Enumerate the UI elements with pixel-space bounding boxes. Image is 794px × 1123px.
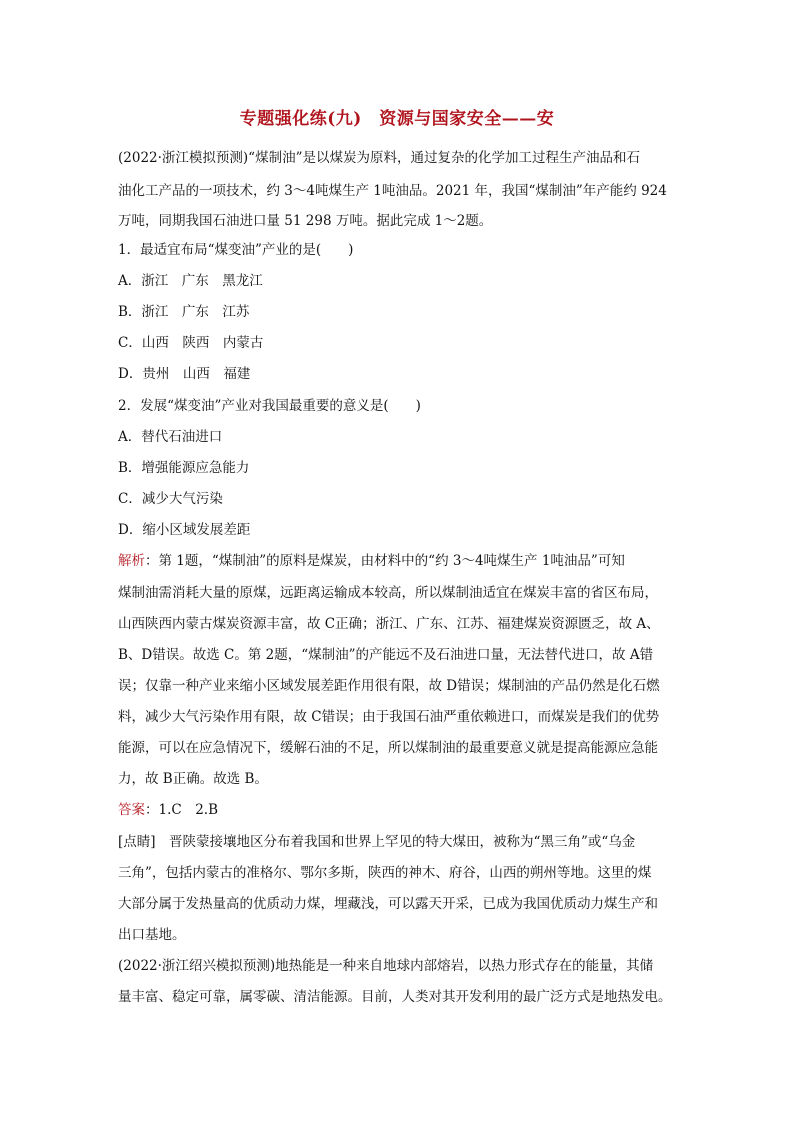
analysis-line-7: 能源，可以在应急情况下，缓解石油的不足，所以煤制油的最重要意义就是提高能源应急能 bbox=[118, 740, 658, 756]
tip-label: [点睛] bbox=[118, 834, 156, 850]
question-1-option-a: A．浙江 广东 黑龙江 bbox=[118, 273, 263, 289]
analysis-line-5: 误；仅靠一种产业来缩小区域发展差距作用很有限，故 D错误；煤制油的产品仍然是化石燃 bbox=[118, 678, 660, 694]
answer-label: 答案 bbox=[118, 802, 145, 818]
intro1-line-3: 万吨，同期我国石油进口量 51 298 万吨。据此完成 1～2题。 bbox=[118, 213, 493, 229]
question-2-option-b: B．增强能源应急能力 bbox=[118, 460, 250, 476]
analysis-line-4: B、D错误。故选 C。第 2题，“煤制油”的产能远不及石油进口量，无法替代进口，故 A错 bbox=[118, 647, 654, 663]
analysis-first-text: ：第 1题，“煤制油”的原料是煤炭，由材料中的“约 3～4吨煤生产 1吨油品”可知 bbox=[145, 553, 625, 569]
tip-line-3: 大部分属于发热量高的优质动力煤，埋藏浅，可以露天开采，已成为我国优质动力煤生产和 bbox=[118, 896, 658, 912]
answer-value: ：1.C 2.B bbox=[145, 802, 219, 818]
question-2-option-c: C．减少大气污染 bbox=[118, 491, 223, 507]
analysis-line-3: 山西陕西内蒙古煤炭资源丰富，故 C正确；浙江、广东、江苏、福建煤炭资源匮乏，故 A、 bbox=[118, 616, 660, 632]
analysis-line-8: 力，故 B正确。故选 B。 bbox=[118, 771, 268, 787]
intro1-line-1: (2022·浙江模拟预测)“煤制油”是以煤炭为原料，通过复杂的化学加工过程生产油品和石 bbox=[118, 150, 640, 166]
question-1-option-d: D．贵州 山西 福建 bbox=[118, 366, 251, 382]
analysis-line-6: 料，减少大气污染作用有限，故 C错误；由于我国石油严重依赖进口，而煤炭是我们的优势 bbox=[118, 709, 660, 725]
intro1-line-2: 油化工产品的一项技术，约 3～4吨煤生产 1吨油品。2021 年，我国“煤制油”年产能约 924 bbox=[118, 183, 667, 199]
question-1-stem: 1．最适宜布局“煤变油”产业的是( ) bbox=[118, 242, 354, 258]
analysis-line-2: 煤制油需消耗大量的原煤，远距离运输成本较高，所以煤制油适宜在煤炭丰富的省区布局， bbox=[118, 585, 658, 601]
analysis-label: 解析 bbox=[118, 553, 145, 569]
intro2-line-2: 量丰富、稳定可靠，属零碳、清洁能源。目前，人类对其开发利用的最广泛方式是地热发电。 bbox=[118, 989, 672, 1005]
question-1-option-b: B．浙江 广东 江苏 bbox=[118, 304, 250, 320]
question-2-option-a: A．替代石油进口 bbox=[118, 429, 223, 445]
tip-line-4: 出口基地。 bbox=[118, 927, 186, 943]
tip-line-2: 三角”，包括内蒙古的准格尔、鄂尔多斯，陕西的神木、府谷，山西的朔州等地。这里的煤 bbox=[118, 865, 652, 881]
question-2-stem: 2．发展“煤变油”产业对我国最重要的意义是( ) bbox=[118, 398, 421, 414]
intro2-line-1: (2022·浙江绍兴模拟预测)地热能是一种来自地球内部熔岩，以热力形式存在的能量，其储 bbox=[118, 958, 654, 974]
tip-first-text: 晋陕蒙接壤地区分布着我国和世界上罕见的特大煤田，被称为“黑三角”或“乌金 bbox=[155, 834, 636, 850]
tip-line-1 bbox=[118, 833, 678, 851]
question-1-option-c: C．山西 陕西 内蒙古 bbox=[118, 335, 264, 351]
question-2-option-d: D．缩小区域发展差距 bbox=[118, 522, 251, 538]
page-title: 专题强化练(九) 资源与国家安全——安 bbox=[239, 109, 555, 129]
answer-line bbox=[118, 801, 678, 819]
analysis-line-1 bbox=[118, 552, 678, 570]
